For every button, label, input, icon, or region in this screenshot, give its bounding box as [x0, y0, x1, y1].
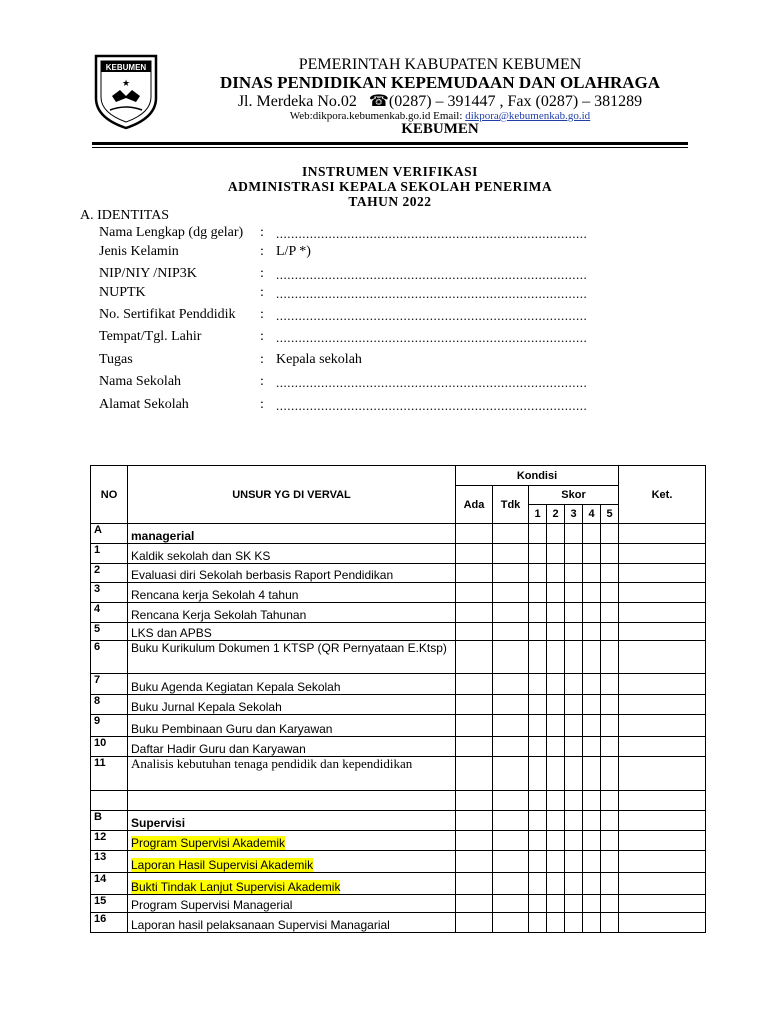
- row-item-label: [128, 583, 456, 603]
- document-title-line2: ADMINISTRASI KEPALA SEKOLAH PENERIMA: [227, 179, 553, 194]
- score-1-cell[interactable]: [529, 544, 547, 564]
- score-5-cell[interactable]: [601, 791, 619, 811]
- score-2-cell[interactable]: [547, 895, 565, 913]
- score-2-cell[interactable]: [547, 791, 565, 811]
- identity-field-label: Nama Lengkap (dg gelar): [99, 225, 244, 240]
- score-3-cell[interactable]: [565, 674, 583, 695]
- table-row: [91, 623, 706, 641]
- ada-cell[interactable]: [456, 544, 493, 564]
- score-2-cell[interactable]: [547, 737, 565, 757]
- score-5-cell[interactable]: [601, 603, 619, 623]
- score-3-cell[interactable]: [565, 757, 583, 791]
- score-5-cell[interactable]: [601, 623, 619, 641]
- identity-colon: :: [260, 397, 264, 412]
- table-row: [91, 695, 706, 715]
- ket-cell[interactable]: [619, 583, 706, 603]
- table-row: [91, 895, 706, 913]
- row-item-label: [128, 641, 456, 674]
- ada-cell[interactable]: [456, 873, 493, 895]
- row-number: 10: [91, 737, 128, 757]
- score-3-cell[interactable]: [565, 623, 583, 641]
- tdk-cell[interactable]: [493, 913, 529, 933]
- identity-field-blank[interactable]: ...................................................................................: [276, 286, 588, 301]
- header-score-1: 1: [529, 505, 547, 524]
- row-item-label: [128, 757, 456, 791]
- score-3-cell[interactable]: [565, 715, 583, 737]
- identity-colon: :: [260, 285, 264, 300]
- office-name: DINAS PENDIDIKAN KEPEMUDAAN DAN OLAHRAGA: [219, 73, 661, 92]
- identity-field-label: NUPTK: [99, 285, 146, 300]
- row-item-text: Rencana kerja Sekolah 4 tahun: [131, 588, 299, 602]
- score-4-cell[interactable]: [583, 524, 601, 544]
- score-4-cell[interactable]: [583, 831, 601, 851]
- score-5-cell[interactable]: [601, 737, 619, 757]
- table-row: [91, 674, 706, 695]
- row-number: 5: [91, 623, 128, 641]
- row-number: 15: [91, 895, 128, 913]
- logo-text: KEBUMEN: [105, 63, 147, 72]
- tdk-cell[interactable]: [493, 641, 529, 674]
- score-3-cell[interactable]: [565, 811, 583, 831]
- row-item-text: managerial: [131, 529, 195, 543]
- row-number: A: [91, 524, 128, 544]
- row-number: [91, 791, 128, 811]
- identity-colon: :: [260, 244, 264, 259]
- ket-cell[interactable]: [619, 715, 706, 737]
- tdk-cell[interactable]: [493, 851, 529, 873]
- table-row: [91, 831, 706, 851]
- score-5-cell[interactable]: [601, 757, 619, 791]
- row-item-label: [128, 564, 456, 583]
- row-item-label: [128, 873, 456, 895]
- city-name: KEBUMEN: [401, 121, 479, 137]
- score-4-cell[interactable]: [583, 641, 601, 674]
- identity-field-value[interactable]: L/P *): [276, 244, 311, 259]
- score-1-cell[interactable]: [529, 913, 547, 933]
- ada-cell[interactable]: [456, 895, 493, 913]
- score-1-cell[interactable]: [529, 623, 547, 641]
- row-number: 14: [91, 873, 128, 895]
- ada-cell[interactable]: [456, 913, 493, 933]
- score-5-cell[interactable]: [601, 715, 619, 737]
- row-number: 7: [91, 674, 128, 695]
- identity-colon: :: [260, 329, 264, 344]
- table-row: [91, 583, 706, 603]
- tdk-cell[interactable]: [493, 757, 529, 791]
- street-address: Jl. Merdeka No.02: [237, 93, 357, 110]
- score-5-cell[interactable]: [601, 674, 619, 695]
- identity-field-label: No. Sertifikat Penddidik: [99, 307, 236, 322]
- svg-text:★: ★: [121, 78, 131, 88]
- identity-field-label: NIP/NIY /NIP3K: [99, 266, 197, 281]
- identity-field-label: Tempat/Tgl. Lahir: [99, 329, 202, 344]
- row-item-text: Buku Jurnal Kepala Sekolah: [131, 700, 282, 714]
- table-row: [91, 715, 706, 737]
- table-row: [91, 564, 706, 583]
- identity-field-blank[interactable]: ...................................................................................: [276, 308, 588, 323]
- ada-cell[interactable]: [456, 831, 493, 851]
- tdk-cell[interactable]: [493, 811, 529, 831]
- row-number: 3: [91, 583, 128, 603]
- score-3-cell[interactable]: [565, 913, 583, 933]
- score-3-cell[interactable]: [565, 831, 583, 851]
- score-4-cell[interactable]: [583, 811, 601, 831]
- score-5-cell[interactable]: [601, 913, 619, 933]
- score-4-cell[interactable]: [583, 737, 601, 757]
- score-1-cell[interactable]: [529, 641, 547, 674]
- score-4-cell[interactable]: [583, 544, 601, 564]
- score-5-cell[interactable]: [601, 641, 619, 674]
- score-4-cell[interactable]: [583, 564, 601, 583]
- ada-cell[interactable]: [456, 757, 493, 791]
- ada-cell[interactable]: [456, 851, 493, 873]
- score-2-cell[interactable]: [547, 831, 565, 851]
- row-number: B: [91, 811, 128, 831]
- score-3-cell[interactable]: [565, 791, 583, 811]
- tdk-cell[interactable]: [493, 895, 529, 913]
- score-1-cell[interactable]: [529, 811, 547, 831]
- score-2-cell[interactable]: [547, 603, 565, 623]
- government-name: PEMERINTAH KABUPATEN KEBUMEN: [298, 56, 582, 73]
- letterhead-rule-thin: [92, 147, 688, 148]
- score-1-cell[interactable]: [529, 873, 547, 895]
- score-4-cell[interactable]: [583, 715, 601, 737]
- score-3-cell[interactable]: [565, 895, 583, 913]
- table-row: [91, 757, 706, 791]
- score-2-cell[interactable]: [547, 583, 565, 603]
- score-1-cell[interactable]: [529, 695, 547, 715]
- row-item-text: Supervisi: [131, 816, 186, 830]
- row-item-text: LKS dan APBS: [131, 626, 212, 640]
- header-score-4: 4: [583, 505, 601, 524]
- score-2-cell[interactable]: [547, 564, 565, 583]
- table-row: [91, 791, 706, 811]
- phone-fax: (0287) – 391447 , Fax (0287) – 381289: [388, 93, 643, 110]
- row-item-text: Laporan hasil pelaksanaan Supervisi Managarial: [131, 918, 390, 932]
- ada-cell[interactable]: [456, 791, 493, 811]
- score-5-cell[interactable]: [601, 564, 619, 583]
- ada-cell[interactable]: [456, 737, 493, 757]
- identity-field-blank[interactable]: ...................................................................................: [276, 375, 588, 390]
- row-number: 16: [91, 913, 128, 933]
- score-4-cell[interactable]: [583, 913, 601, 933]
- score-5-cell[interactable]: [601, 695, 619, 715]
- ada-cell[interactable]: [456, 524, 493, 544]
- ada-cell[interactable]: [456, 674, 493, 695]
- score-1-cell[interactable]: [529, 737, 547, 757]
- score-2-cell[interactable]: [547, 544, 565, 564]
- score-2-cell[interactable]: [547, 851, 565, 873]
- score-5-cell[interactable]: [601, 873, 619, 895]
- table-row: [91, 913, 706, 933]
- header-ada: Ada: [456, 486, 493, 524]
- score-5-cell[interactable]: [601, 524, 619, 544]
- identity-field-label: Jenis Kelamin: [99, 244, 179, 259]
- score-5-cell[interactable]: [601, 544, 619, 564]
- row-item-label: [128, 715, 456, 737]
- row-item-text: Buku Agenda Kegiatan Kepala Sekolah: [131, 680, 341, 694]
- identity-colon: :: [260, 266, 264, 281]
- ada-cell[interactable]: [456, 641, 493, 674]
- row-number: 12: [91, 831, 128, 851]
- row-item-text: Kaldik sekolah dan SK KS: [131, 549, 271, 563]
- identity-colon: :: [260, 225, 264, 240]
- score-2-cell[interactable]: [547, 873, 565, 895]
- row-number: 1: [91, 544, 128, 564]
- score-1-cell[interactable]: [529, 674, 547, 695]
- score-2-cell[interactable]: [547, 695, 565, 715]
- header-kondisi: Kondisi: [456, 466, 619, 486]
- row-item-label: [128, 623, 456, 641]
- table-row: [91, 603, 706, 623]
- table-row: [91, 544, 706, 564]
- score-3-cell[interactable]: [565, 695, 583, 715]
- verification-table: [90, 465, 706, 933]
- score-4-cell[interactable]: [583, 623, 601, 641]
- tdk-cell[interactable]: [493, 524, 529, 544]
- tdk-cell[interactable]: [493, 791, 529, 811]
- identity-heading: A. IDENTITAS: [80, 208, 170, 223]
- ket-cell[interactable]: [619, 791, 706, 811]
- row-item-text: Daftar Hadir Guru dan Karyawan: [131, 742, 306, 756]
- score-4-cell[interactable]: [583, 873, 601, 895]
- score-3-cell[interactable]: [565, 564, 583, 583]
- ada-cell[interactable]: [456, 715, 493, 737]
- score-4-cell[interactable]: [583, 791, 601, 811]
- row-item-label: [128, 544, 456, 564]
- tdk-cell[interactable]: [493, 564, 529, 583]
- ket-cell[interactable]: [619, 623, 706, 641]
- ada-cell[interactable]: [456, 564, 493, 583]
- identity-field-label: Nama Sekolah: [99, 374, 182, 389]
- section-row: [91, 524, 706, 544]
- row-item-label: [128, 674, 456, 695]
- score-1-cell[interactable]: [529, 851, 547, 873]
- row-item-label: [128, 913, 456, 933]
- score-4-cell[interactable]: [583, 757, 601, 791]
- score-1-cell[interactable]: [529, 895, 547, 913]
- score-2-cell[interactable]: [547, 913, 565, 933]
- identity-field-blank[interactable]: ...................................................................................: [276, 398, 588, 413]
- ada-cell[interactable]: [456, 623, 493, 641]
- score-2-cell[interactable]: [547, 623, 565, 641]
- row-number: 11: [91, 757, 128, 791]
- row-item-text: Evaluasi diri Sekolah berbasis Raport Pendidikan: [131, 568, 394, 582]
- ket-cell[interactable]: [619, 564, 706, 583]
- ket-cell[interactable]: [619, 674, 706, 695]
- table-row: [91, 873, 706, 895]
- score-1-cell[interactable]: [529, 583, 547, 603]
- ket-cell[interactable]: [619, 757, 706, 791]
- ket-cell[interactable]: [619, 524, 706, 544]
- score-2-cell[interactable]: [547, 674, 565, 695]
- row-item-text: Buku Pembinaan Guru dan Karyawan: [131, 722, 333, 736]
- tdk-cell[interactable]: [493, 695, 529, 715]
- row-item-text: Analisis kebutuhan tenaga pendidik dan kependidikan: [131, 756, 413, 771]
- tdk-cell[interactable]: [493, 831, 529, 851]
- score-2-cell[interactable]: [547, 715, 565, 737]
- score-4-cell[interactable]: [583, 851, 601, 873]
- ket-cell[interactable]: [619, 851, 706, 873]
- score-3-cell[interactable]: [565, 544, 583, 564]
- office-address: [160, 91, 720, 111]
- header-score-3: 3: [565, 505, 583, 524]
- ket-cell[interactable]: [619, 895, 706, 913]
- ada-cell[interactable]: [456, 603, 493, 623]
- identity-field-value[interactable]: Kepala sekolah: [276, 352, 362, 367]
- row-item-text: Rencana Kerja Sekolah Tahunan: [131, 608, 307, 622]
- score-4-cell[interactable]: [583, 583, 601, 603]
- web-text: Web:dikpora.kebumenkab.go.id Email:: [289, 110, 466, 122]
- row-item-label: [128, 791, 456, 811]
- ada-cell[interactable]: [456, 583, 493, 603]
- row-number: 8: [91, 695, 128, 715]
- score-3-cell[interactable]: [565, 524, 583, 544]
- score-1-cell[interactable]: [529, 791, 547, 811]
- table-row: [91, 641, 706, 674]
- row-item-text: Program Supervisi Managerial: [131, 898, 293, 912]
- header-skor: Skor: [529, 486, 619, 505]
- identity-field-blank[interactable]: ...................................................................................: [276, 267, 588, 282]
- kebumen-logo: [92, 52, 160, 130]
- score-4-cell[interactable]: [583, 895, 601, 913]
- header-score-2: 2: [547, 505, 565, 524]
- row-item-text: Buku Kurikulum Dokumen 1 KTSP (QR Pernyataan E.Ktsp): [131, 641, 447, 655]
- score-3-cell[interactable]: [565, 737, 583, 757]
- ket-cell[interactable]: [619, 603, 706, 623]
- score-2-cell[interactable]: [547, 641, 565, 674]
- letterhead-rule-thick: [92, 142, 688, 145]
- ket-cell[interactable]: [619, 873, 706, 895]
- score-1-cell[interactable]: [529, 564, 547, 583]
- ket-cell[interactable]: [619, 737, 706, 757]
- score-4-cell[interactable]: [583, 674, 601, 695]
- ket-cell[interactable]: [619, 544, 706, 564]
- score-3-cell[interactable]: [565, 641, 583, 674]
- row-number: 6: [91, 641, 128, 674]
- score-2-cell[interactable]: [547, 811, 565, 831]
- score-5-cell[interactable]: [601, 583, 619, 603]
- score-5-cell[interactable]: [601, 831, 619, 851]
- document-title-line1: INSTRUMEN VERIFIKASI: [302, 164, 478, 179]
- row-item-label: [128, 524, 456, 544]
- identity-colon: :: [260, 374, 264, 389]
- row-item-label: [128, 695, 456, 715]
- tdk-cell[interactable]: [493, 873, 529, 895]
- score-1-cell[interactable]: [529, 831, 547, 851]
- ada-cell[interactable]: [456, 695, 493, 715]
- score-3-cell[interactable]: [565, 603, 583, 623]
- row-item-text: Bukti Tindak Lanjut Supervisi Akademik: [131, 880, 341, 894]
- identity-colon: :: [260, 352, 264, 367]
- tdk-cell[interactable]: [493, 674, 529, 695]
- header-unsur: UNSUR YG DI VERVAL: [128, 466, 456, 524]
- identity-field-blank[interactable]: ...................................................................................: [276, 330, 588, 345]
- row-item-label: [128, 737, 456, 757]
- tdk-cell[interactable]: [493, 715, 529, 737]
- score-3-cell[interactable]: [565, 851, 583, 873]
- ket-cell[interactable]: [619, 913, 706, 933]
- document-title-line3: TAHUN 2022: [348, 194, 432, 209]
- row-number: 4: [91, 603, 128, 623]
- row-item-label: [128, 603, 456, 623]
- header-tdk: Tdk: [493, 486, 529, 524]
- tdk-cell[interactable]: [493, 623, 529, 641]
- ada-cell[interactable]: [456, 811, 493, 831]
- identity-field-label: Alamat Sekolah: [99, 397, 189, 412]
- ket-cell[interactable]: [619, 641, 706, 674]
- ket-cell[interactable]: [619, 811, 706, 831]
- phone-icon: ☎: [368, 93, 389, 110]
- row-item-label: [128, 811, 456, 831]
- section-row: [91, 811, 706, 831]
- table-row: [91, 737, 706, 757]
- header-no: NO: [91, 466, 128, 524]
- score-5-cell[interactable]: [601, 811, 619, 831]
- score-2-cell[interactable]: [547, 524, 565, 544]
- identity-field-label: Tugas: [99, 352, 133, 367]
- score-3-cell[interactable]: [565, 873, 583, 895]
- score-1-cell[interactable]: [529, 603, 547, 623]
- row-number: 2: [91, 564, 128, 583]
- score-3-cell[interactable]: [565, 583, 583, 603]
- row-item-label: [128, 851, 456, 873]
- score-5-cell[interactable]: [601, 895, 619, 913]
- score-5-cell[interactable]: [601, 851, 619, 873]
- identity-colon: :: [260, 307, 264, 322]
- ket-cell[interactable]: [619, 695, 706, 715]
- tdk-cell[interactable]: [493, 603, 529, 623]
- row-item-text: Laporan Hasil Supervisi Akademik: [131, 858, 314, 872]
- score-1-cell[interactable]: [529, 524, 547, 544]
- score-2-cell[interactable]: [547, 757, 565, 791]
- tdk-cell[interactable]: [493, 544, 529, 564]
- header-ket: Ket.: [619, 466, 706, 524]
- tdk-cell[interactable]: [493, 583, 529, 603]
- row-number: 9: [91, 715, 128, 737]
- header-score-5: 5: [601, 505, 619, 524]
- score-1-cell[interactable]: [529, 757, 547, 791]
- score-4-cell[interactable]: [583, 695, 601, 715]
- score-4-cell[interactable]: [583, 603, 601, 623]
- row-item-label: [128, 831, 456, 851]
- row-number: 13: [91, 851, 128, 873]
- ket-cell[interactable]: [619, 831, 706, 851]
- row-item-text: Program Supervisi Akademik: [131, 836, 286, 850]
- table-row: [91, 851, 706, 873]
- row-item-label: [128, 895, 456, 913]
- tdk-cell[interactable]: [493, 737, 529, 757]
- email-link[interactable]: dikpora@kebumenkab.go.id: [465, 110, 591, 122]
- identity-field-blank[interactable]: ...................................................................................: [276, 226, 588, 241]
- score-1-cell[interactable]: [529, 715, 547, 737]
